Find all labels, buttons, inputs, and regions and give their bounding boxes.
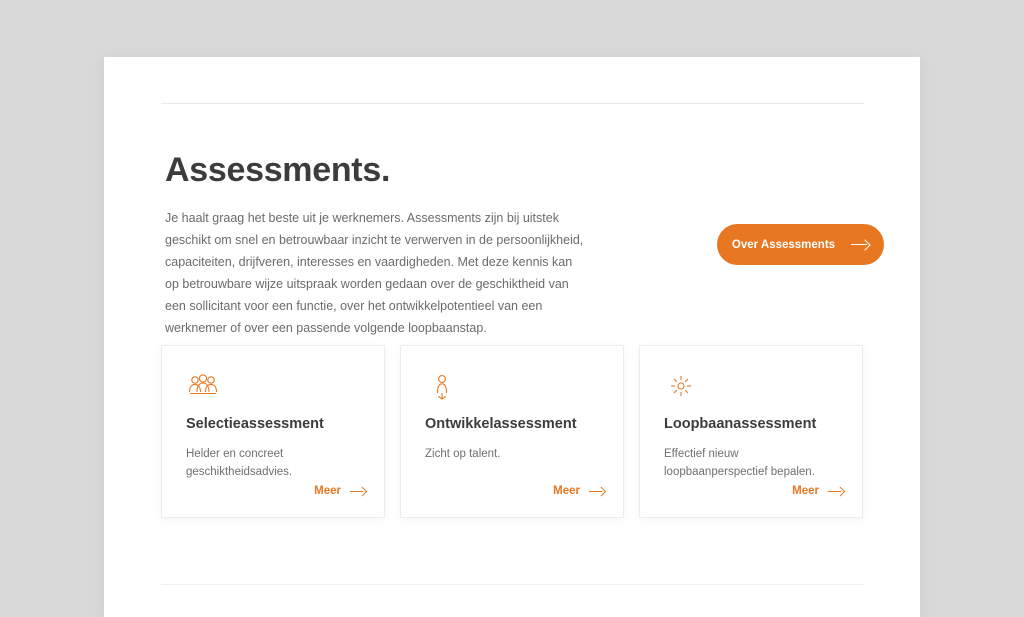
card-title: Selectieassessment xyxy=(186,416,324,432)
person-growth-icon xyxy=(425,372,459,402)
compass-burst-icon xyxy=(664,372,698,402)
card-more-link[interactable] xyxy=(553,485,604,497)
card-more-link[interactable] xyxy=(314,485,365,497)
card-more-label: Meer xyxy=(792,485,819,497)
page-title: Assessments. xyxy=(165,151,391,189)
assessment-card-list xyxy=(161,345,864,518)
bottom-divider xyxy=(161,584,864,585)
card-more-label: Meer xyxy=(314,485,341,497)
over-assessments-button[interactable] xyxy=(717,224,884,265)
arrow-right-icon xyxy=(828,487,843,496)
arrow-right-icon xyxy=(350,487,365,496)
card-description: Effectief nieuw loopbaanperspectief bepalen. xyxy=(664,448,815,478)
card-more-label: Meer xyxy=(553,485,580,497)
assessment-card[interactable] xyxy=(639,345,863,518)
assessment-card[interactable] xyxy=(400,345,624,518)
arrow-right-icon xyxy=(589,487,604,496)
card-title: Ontwikkelassessment xyxy=(425,416,577,432)
card-more-link[interactable] xyxy=(792,485,843,497)
group-people-icon xyxy=(186,372,220,402)
assessment-card[interactable] xyxy=(161,345,385,518)
intro-paragraph: Je haalt graag het beste uit je werknemers. Assessments zijn bij uitstek geschikt om snel en betrouwbaar inzicht te verwerven in de persoonlijkheid, capaciteiten, drijfveren, interesses en vaardigheden. Met deze kennis kan op betrouwbare wijze uitspraak worden gedaan over de geschiktheid van een sollicitant voor een functie, over het ontwikkelpotentieel van een werknemer of over een passende volgende loopbaanstap. xyxy=(165,211,584,335)
page-sheet xyxy=(104,57,920,617)
top-divider xyxy=(161,103,864,104)
arrow-right-icon xyxy=(851,240,869,250)
cta-label: Over Assessments xyxy=(731,238,836,251)
card-description: Helder en concreet geschiktheidsadvies. xyxy=(186,448,293,478)
card-title: Loopbaanassessment xyxy=(664,416,817,432)
card-description: Zicht op talent. xyxy=(425,448,501,460)
